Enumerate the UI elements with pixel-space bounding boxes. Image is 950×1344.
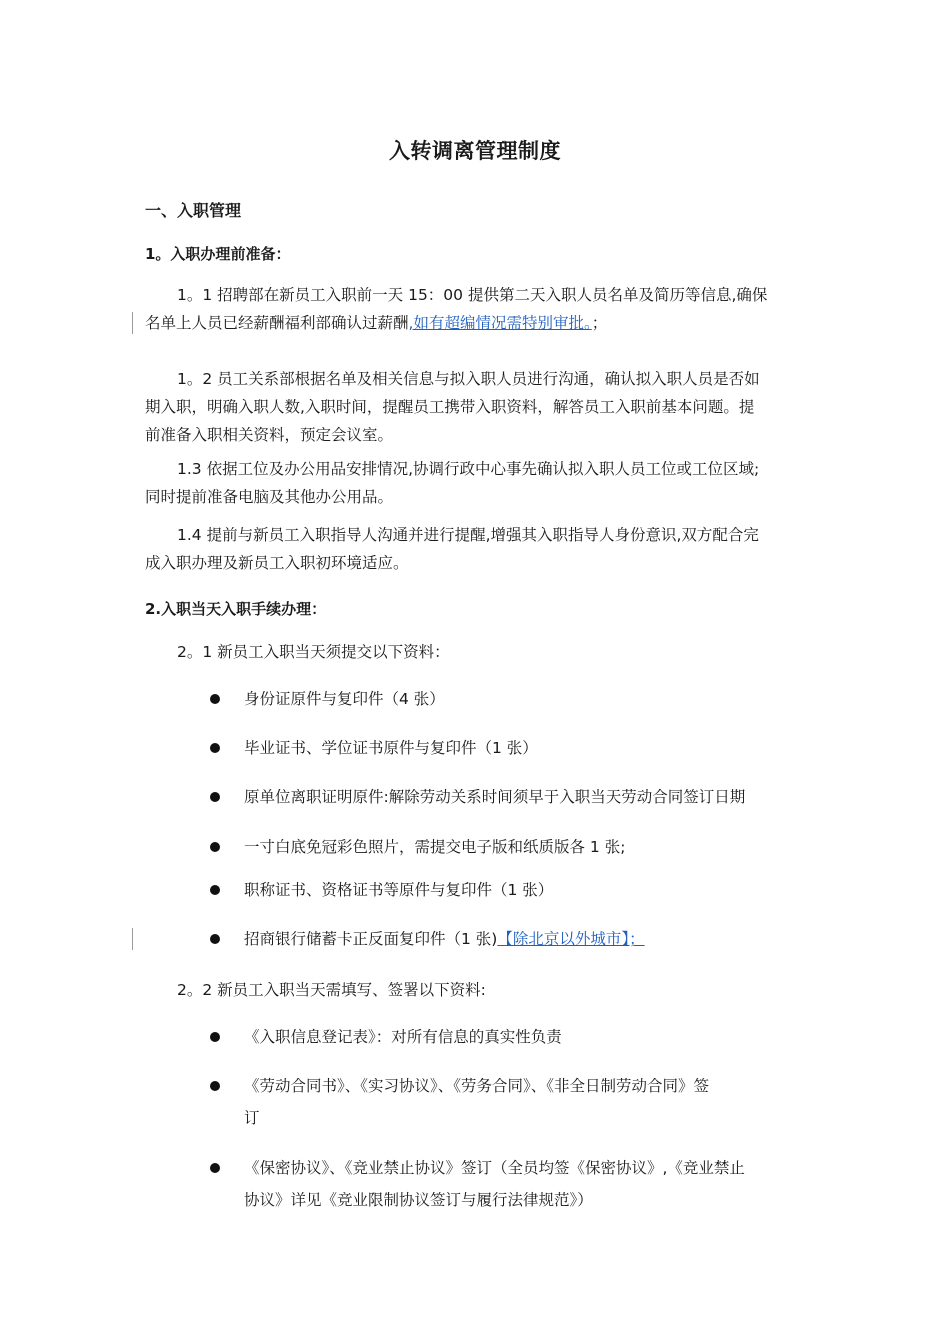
paragraph-2-1: 2。1 新员工入职当天须提交以下资料：	[177, 643, 450, 661]
paragraph-line: 1.3 依据工位及办公用品安排情况,协调行政中心事先确认拟入职人员工位或工位区域;	[177, 460, 760, 478]
paragraph-text: 名单上人员已经薪酬福利部确认过薪酬	[145, 314, 409, 332]
paragraph-line: 1。1 招聘部在新员工入职前一天 15：00 提供第二天入职人员名单及简历等信息,确保	[177, 286, 768, 304]
list-item-text: 身份证原件与复印件（4 张）	[244, 690, 445, 708]
list-item-text	[244, 1070, 810, 1134]
paragraph-1-2	[145, 365, 807, 449]
list-item-text	[244, 923, 810, 955]
paragraph-1-4	[145, 521, 807, 577]
bullet-icon	[210, 1163, 220, 1173]
revision-margin-marker	[132, 928, 133, 950]
paragraph-line: 1。2 员工关系部根据名单及相关信息与拟入职人员进行沟通，确认拟入职人员是否如	[177, 370, 760, 388]
list-item-line: 《劳动合同书》、《实习协议》、《劳务合同》、《非全日制劳动合同》签	[244, 1077, 710, 1095]
list-item-text: 职称证书、资格证书等原件与复印件（1 张）	[244, 881, 554, 899]
bullet-icon	[210, 885, 220, 895]
paragraph-line: 前准备入职相关资料，预定会议室。	[145, 426, 394, 444]
revision-link[interactable]: 【除北京以外城市】；	[497, 930, 645, 948]
paragraph-line: 1.4 提前与新员工入职指导人沟通并进行提醒,增强其入职指导人身份意识,双方配合完	[177, 526, 759, 544]
list-item-text-main: 招商银行储蓄卡正反面复印件（1 张)	[244, 930, 498, 948]
revision-margin-marker	[132, 312, 133, 334]
bullet-icon	[210, 1081, 220, 1091]
bullet-icon	[210, 792, 220, 802]
bullet-icon	[210, 842, 220, 852]
paragraph-text: ；	[591, 314, 608, 332]
list-item-line: 《保密协议》、《竞业禁止协议》签订（全员均签《保密协议》,《竞业禁止	[244, 1159, 745, 1177]
list-item-text: 毕业证书、学位证书原件与复印件（1 张）	[244, 739, 538, 757]
list-item-text: 《入职信息登记表》：对所有信息的真实性负责	[244, 1028, 562, 1046]
paragraph-2-2: 2。2 新员工入职当天需填写、签署以下资料:	[177, 981, 486, 999]
bullet-icon	[210, 1032, 220, 1042]
section-heading-onboarding: 一、入职管理	[145, 201, 242, 220]
paragraph-1-3	[145, 455, 807, 511]
bullet-icon	[210, 934, 220, 944]
list-item-text: 原单位离职证明原件:解除劳动关系时间须早于入职当天劳动合同签订日期	[244, 788, 746, 806]
paragraph-line	[145, 309, 807, 337]
paragraph-line: 同时提前准备电脑及其他办公用品。	[145, 488, 394, 506]
subheading-onboarding-day: 2.入职当天入职手续办理：	[145, 600, 327, 618]
paragraph-1-1	[145, 281, 807, 337]
list-item-line: 订	[244, 1109, 260, 1127]
list-item-line: 协议》详见《竞业限制协议签订与履行法律规范》）	[244, 1191, 593, 1209]
list-item-text	[244, 1152, 810, 1216]
revision-link[interactable]: ,如有超编情况需特别审批。	[408, 314, 592, 332]
paragraph-line: 成入职办理及新员工入职初环境适应。	[145, 554, 409, 572]
bullet-icon	[210, 694, 220, 704]
list-item-text: 一寸白底免冠彩色照片，需提交电子版和纸质版各 1 张;	[244, 838, 626, 856]
subheading-pre-onboarding: 1。入职办理前准备：	[145, 245, 291, 263]
bullet-icon	[210, 743, 220, 753]
document-title: 入转调离管理制度	[389, 139, 561, 163]
paragraph-line: 期入职，明确入职人数,入职时间，提醒员工携带入职资料，解答员工入职前基本问题。提	[145, 398, 755, 416]
